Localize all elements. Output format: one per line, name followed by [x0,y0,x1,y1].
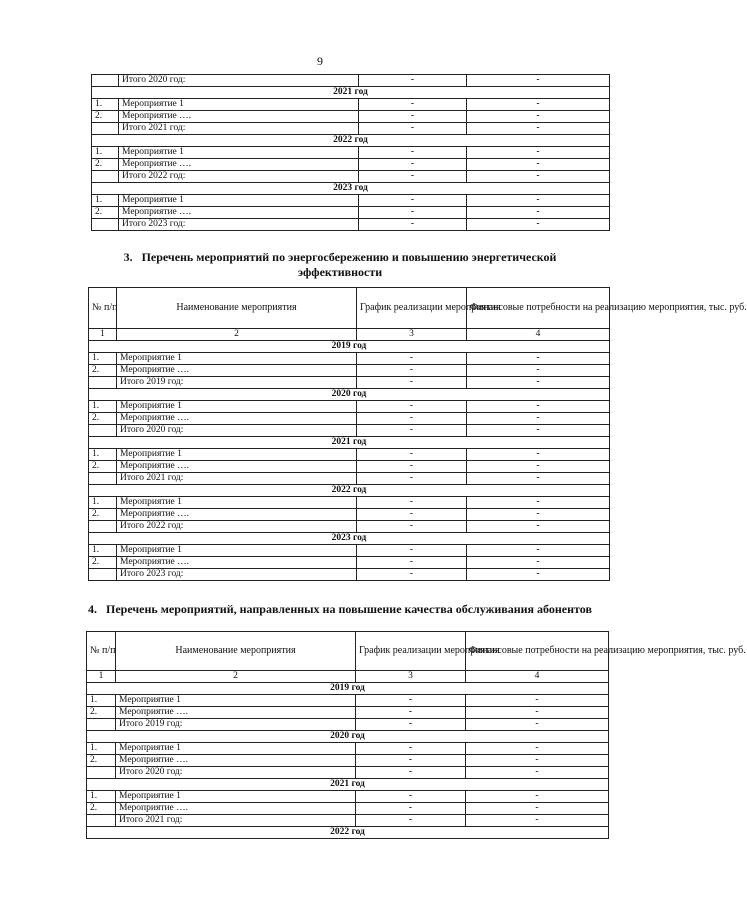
table-row: Итого 2021 год: - - [87,815,609,827]
table-row: 2. Мероприятие …. - - [89,461,610,473]
year-row: 2020 год [87,731,609,743]
table-row: Итого 2023 год: - - [92,219,610,231]
year-row: 2021 год [89,437,610,449]
table-row: 1. Мероприятие 1 - - [87,743,609,755]
table-row: 2. Мероприятие …. - - [92,111,610,123]
column-number-row: 1 2 3 4 [89,329,610,341]
table-row: 2. Мероприятие …. - - [92,159,610,171]
table-row: 2. Мероприятие …. - - [87,707,609,719]
table-row: Итого 2023 год: - - [89,569,610,581]
year-row: 2022 год [89,485,610,497]
table-row: Итого 2022 год: - - [92,171,610,183]
year-row: 2021 год [92,87,610,99]
table-row: 1. Мероприятие 1 - - [89,353,610,365]
table-row: 2. Мероприятие …. - - [89,413,610,425]
table-row: 2. Мероприятие …. - - [92,207,610,219]
year-row: 2019 год [87,683,609,695]
section-3-table [88,287,747,581]
table-row: Итого 2020 год: - - [92,75,610,87]
table-row: 1. Мероприятие 1 - - [87,791,609,803]
table-row: 1. Мероприятие 1 - - [92,99,610,111]
table-row: Итого 2022 год: - - [89,521,610,533]
table-row: Итого 2020 год: - - [87,767,609,779]
table-row: 2. Мероприятие …. - - [89,557,610,569]
year-row: 2023 год [89,533,610,545]
table-row: 2. Мероприятие …. - - [89,365,610,377]
year-row: 2023 год [92,183,610,195]
table-row: Итого 2019 год: - - [87,719,609,731]
table-row: Итого 2019 год: - - [89,377,610,389]
year-row: 2020 год [89,389,610,401]
page-number: 9 [317,54,323,68]
year-row: 2022 год [92,135,610,147]
table-row: Итого 2021 год: - - [92,123,610,135]
table-row: Итого 2021 год: - - [89,473,610,485]
table-row: 1. Мероприятие 1 - - [87,695,609,707]
top-continuation-table [91,74,610,231]
table-header-row: № п/п Наименование мероприятия График реализации мероприятия Финансовые потребности на реализацию мероприятия, тыс. руб. [87,632,609,671]
section-4-table [86,631,746,839]
table-row: Итого 2020 год: - - [89,425,610,437]
table-row: 2. Мероприятие …. - - [89,509,610,521]
table-row: 1. Мероприятие 1 - - [89,545,610,557]
table-row: 1. Мероприятие 1 - - [89,449,610,461]
section-3-title: 3. Перечень мероприятий по энергосбережению и повышению энергетической эффективности [123,250,557,279]
table-row: 1. Мероприятие 1 - - [92,195,610,207]
section-4-title: 4. Перечень мероприятий, направленных на повышение качества обслуживания абонентов [88,602,592,616]
column-number-row: 1 2 3 4 [87,671,609,683]
table-row: 2. Мероприятие …. - - [87,755,609,767]
year-row: 2019 год [89,341,610,353]
table-header-row: № п/п Наименование мероприятия График реализации мероприятия Финансовые потребности на реализацию мероприятия, тыс. руб. [89,288,610,329]
table-row: 2. Мероприятие …. - - [87,803,609,815]
year-row: 2022 год [87,827,609,839]
table-row: 1. Мероприятие 1 - - [89,401,610,413]
table-row: 1. Мероприятие 1 - - [92,147,610,159]
year-row: 2021 год [87,779,609,791]
table-row: 1. Мероприятие 1 - - [89,497,610,509]
total-label: Итого 2020 год: [119,75,359,87]
